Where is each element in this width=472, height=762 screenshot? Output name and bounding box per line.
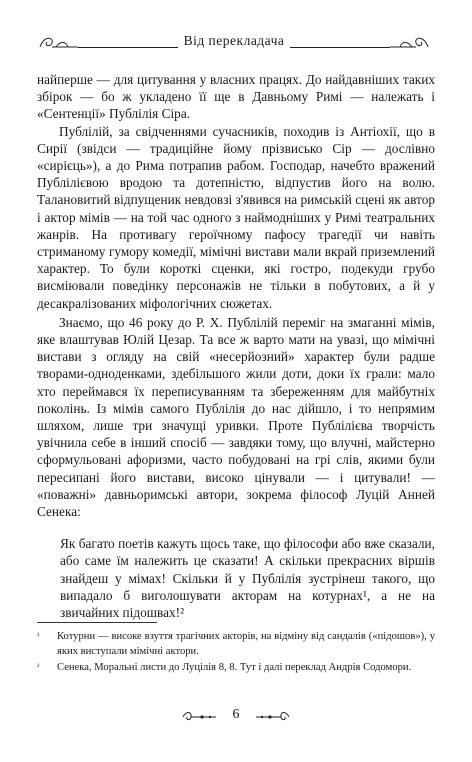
footnote-text: Котурни — високе взуття трагічних акторів, на відміну від сандалів («підошов»), у яких виступали мімічні актори. (57, 631, 435, 657)
paragraph: Публілій, за свідченнями сучасників, походив із Антіохії, що в Сирії (звідси — традиційне йому прізвисько Сір — дослівно «сирієць»), а до Рима потрапив рабом. Господар, начебто вражений Публілієвою вродою та дотепністю, відпустив його на волю. Талановитий відпущеник невдовзі з'явився на римській сцені як автор і актор мімів — на той час одного з наймодніших у Римі театральних жанрів. На противагу героїчному пафосу трагедії чи навіть стриманому гумору комедії, мімічні вистави мали вкрай приземлений характер. То були короткі сценки, які гостро, подекуди грубо висміювали поведінку персонажів не тільки в побутових, а й у десакралізованих міфологічних сюжетах. (37, 123, 435, 311)
footer-ornament-right-icon (254, 711, 290, 723)
running-header-title: Від перекладача (183, 33, 285, 48)
running-header (38, 29, 430, 59)
page-footer (0, 705, 472, 729)
footnote (37, 661, 435, 676)
quote-text: Як багато поетів кажуть щось таке, що філософи або вже сказали, або саме їм належить це сказати! А скільки прекрасних віршів знайдеш у мімах! Скільки й у Публілія зустрінеш такого, що випадало б виголошувати акторам на котурнах¹, а не на звичайних підошвах!² (60, 536, 435, 621)
main-text (37, 71, 435, 520)
paragraph: Знаємо, що 46 року до Р. Х. Публілій переміг на змаганні мімів, яке влаштував Юлій Цезар. Та все ж варто мати на увазі, що мімічні вистави з огляду на свій «несерйозний» характер були радше творами-одноденками, здебільшого жили доти, доки їх грали: мало хто переймався їх переписуванням та збереженням для майбутніх поколінь. Із мімів самого Публілія до нас дійшло, і то непрямим шляхом, лише три значущі уривки. Проте Публілієва творчість увічнила себе в інший спосіб — завдяки тому, що влучні, майстерно сформульовані афоризми, часто побудовані на грі слів, якими були пересипані його вистави, високо цінували — і цитували! — «поважні» давньоримські автори, зокрема філософ Луцій Анней Сенека: (37, 314, 435, 520)
paragraph: найперше — для цитування у власних працях. До найдавніших таких збірок — бо ж укладено її ще в Давньому Римі — належать і «Сентенції» Публілія Сіра. (37, 72, 435, 122)
header-rule-right (290, 47, 390, 48)
footnote-separator (37, 622, 157, 623)
block-quote (60, 535, 435, 621)
footnote-text: Сенека, Моральні листи до Луцілія 8, 8. Тут і далі переклад Андрія Содомори. (57, 662, 412, 674)
flourish-ornament-right-icon (390, 33, 430, 55)
page-number: 6 (232, 707, 240, 722)
footnote-number: ¹ (37, 631, 40, 640)
footnote-number: ² (37, 662, 40, 672)
footnote (37, 630, 435, 659)
footnotes (37, 630, 435, 678)
